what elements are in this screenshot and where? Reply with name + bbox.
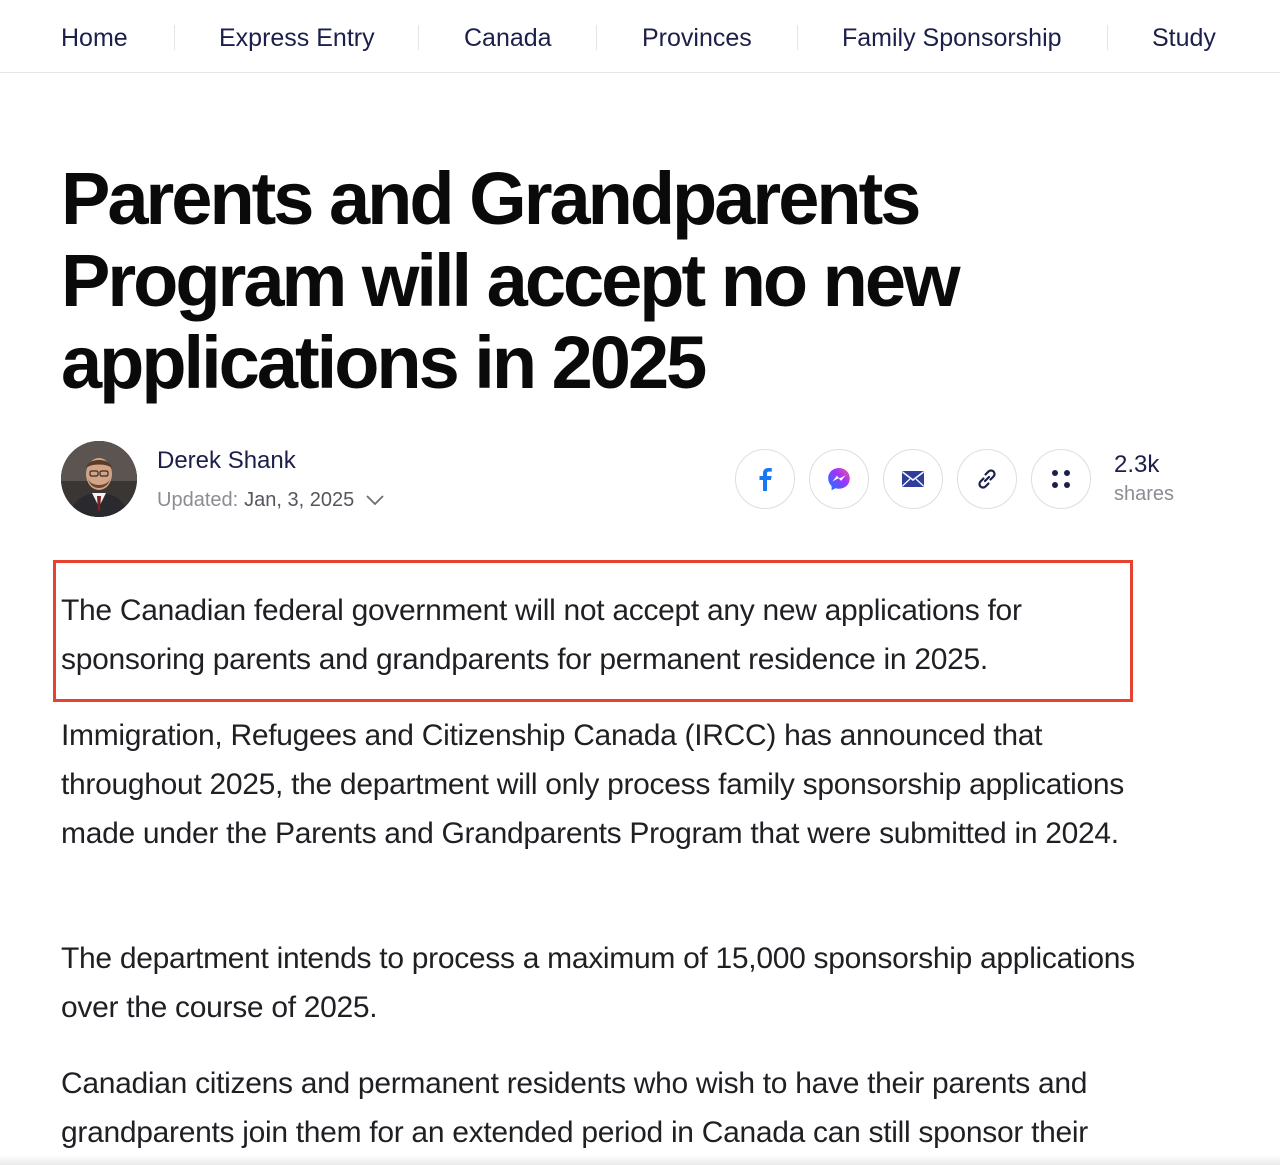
chevron-down-icon[interactable] <box>366 494 384 506</box>
article-paragraph: Canadian citizens and permanent residents who wish to have their parents and grandparents join them for an extended period in Canada can still sponsor their <box>61 1067 1088 1149</box>
author-photo <box>61 441 137 517</box>
share-count: 2.3k <box>1114 451 1160 478</box>
nav-provinces[interactable]: Provinces <box>642 24 752 52</box>
share-email-button[interactable] <box>883 449 943 509</box>
article-headline: Parents and Grandparents Program will accept no new applications in 2025 <box>61 157 958 404</box>
facebook-icon <box>754 466 776 492</box>
bottom-edge-shadow <box>0 1155 1280 1165</box>
copy-link-button[interactable] <box>957 449 1017 509</box>
nav-divider <box>797 25 798 50</box>
article-paragraph-lead: The Canadian federal government will not accept any new applications for sponsoring parents and grandparents for permanent residence in 2025. <box>61 594 1022 676</box>
more-share-options-button[interactable] <box>1031 449 1091 509</box>
nav-canada[interactable]: Canada <box>464 24 552 52</box>
author-name-link[interactable]: Derek Shank <box>157 447 296 474</box>
nav-divider <box>174 25 175 50</box>
share-facebook-button[interactable] <box>735 449 795 509</box>
updated-date: Jan, 3, 2025 <box>244 489 355 511</box>
article-paragraph: The department intends to process a maximum of 15,000 sponsorship applications over the course of 2025. <box>61 942 1135 1024</box>
top-navigation <box>0 0 1280 73</box>
nav-home[interactable]: Home <box>61 24 128 52</box>
nav-divider <box>596 25 597 50</box>
updated-info <box>157 487 384 513</box>
nav-divider <box>418 25 419 50</box>
messenger-icon <box>826 466 852 492</box>
author-avatar[interactable] <box>61 441 137 517</box>
nav-express-entry[interactable]: Express Entry <box>219 24 375 52</box>
more-icon <box>1049 467 1073 491</box>
share-messenger-button[interactable] <box>809 449 869 509</box>
nav-divider <box>1107 25 1108 50</box>
mail-icon <box>901 470 925 488</box>
link-icon <box>974 466 1000 492</box>
nav-family-sponsorship[interactable]: Family Sponsorship <box>842 24 1062 52</box>
share-label: shares <box>1114 483 1175 505</box>
article-paragraph: Immigration, Refugees and Citizenship Canada (IRCC) has announced that throughout 2025, the department will only process family sponsorship applications made under the Parents and Grandparents Program that were submitted in 2024. <box>61 719 1124 850</box>
nav-study[interactable]: Study <box>1152 24 1216 52</box>
updated-label: Updated: <box>157 489 239 511</box>
